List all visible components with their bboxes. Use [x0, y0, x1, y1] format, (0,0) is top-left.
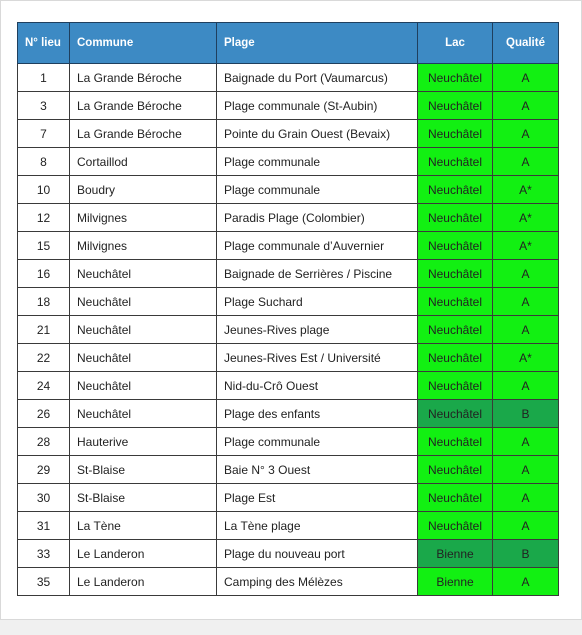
cell-num: 22 [18, 344, 70, 372]
cell-lac: Neuchâtel [418, 512, 493, 540]
cell-commune: St-Blaise [70, 456, 217, 484]
cell-commune: La Grande Béroche [70, 64, 217, 92]
cell-qualite: A [493, 260, 559, 288]
table-row [18, 204, 559, 232]
cell-commune: Neuchâtel [70, 288, 217, 316]
cell-plage: Baignade du Port (Vaumarcus) [217, 64, 418, 92]
cell-lac: Bienne [418, 568, 493, 596]
cell-qualite: A [493, 288, 559, 316]
table-row [18, 344, 559, 372]
table-row [18, 148, 559, 176]
cell-qualite: A* [493, 344, 559, 372]
cell-num: 29 [18, 456, 70, 484]
cell-qualite: A [493, 316, 559, 344]
table-body [18, 64, 559, 596]
cell-lac: Neuchâtel [418, 484, 493, 512]
cell-commune: St-Blaise [70, 484, 217, 512]
cell-num: 8 [18, 148, 70, 176]
cell-lac: Neuchâtel [418, 176, 493, 204]
cell-qualite: A [493, 484, 559, 512]
cell-plage: Baie N° 3 Ouest [217, 456, 418, 484]
table-row [18, 372, 559, 400]
cell-plage: Jeunes-Rives plage [217, 316, 418, 344]
cell-num: 10 [18, 176, 70, 204]
header-commune: Commune [70, 23, 217, 64]
cell-plage: Plage Est [217, 484, 418, 512]
cell-qualite: A [493, 428, 559, 456]
cell-plage: Jeunes-Rives Est / Université [217, 344, 418, 372]
cell-num: 16 [18, 260, 70, 288]
cell-num: 26 [18, 400, 70, 428]
cell-lac: Neuchâtel [418, 232, 493, 260]
cell-commune: Cortaillod [70, 148, 217, 176]
cell-lac: Neuchâtel [418, 64, 493, 92]
table-row [18, 176, 559, 204]
cell-plage: Baignade de Serrières / Piscine [217, 260, 418, 288]
cell-num: 7 [18, 120, 70, 148]
table-row [18, 260, 559, 288]
cell-plage: Plage communale d’Auvernier [217, 232, 418, 260]
cell-plage: Paradis Plage (Colombier) [217, 204, 418, 232]
table-row [18, 568, 559, 596]
cell-lac: Neuchâtel [418, 372, 493, 400]
cell-qualite: A [493, 372, 559, 400]
table-row [18, 64, 559, 92]
cell-commune: La Grande Béroche [70, 120, 217, 148]
cell-qualite: A [493, 568, 559, 596]
cell-plage: Plage du nouveau port [217, 540, 418, 568]
cell-lac: Neuchâtel [418, 288, 493, 316]
cell-num: 30 [18, 484, 70, 512]
cell-lac: Neuchâtel [418, 148, 493, 176]
cell-qualite: B [493, 400, 559, 428]
cell-commune: Hauterive [70, 428, 217, 456]
cell-plage: Camping des Mélèzes [217, 568, 418, 596]
cell-lac: Neuchâtel [418, 344, 493, 372]
cell-lac: Neuchâtel [418, 400, 493, 428]
cell-commune: Neuchâtel [70, 316, 217, 344]
table-header-row [18, 23, 559, 64]
table-row [18, 512, 559, 540]
cell-commune: Boudry [70, 176, 217, 204]
cell-qualite: A [493, 64, 559, 92]
cell-num: 1 [18, 64, 70, 92]
table-row [18, 92, 559, 120]
cell-plage: Nid-du-Crô Ouest [217, 372, 418, 400]
cell-commune: Milvignes [70, 232, 217, 260]
cell-plage: La Tène plage [217, 512, 418, 540]
cell-lac: Neuchâtel [418, 456, 493, 484]
table-row [18, 484, 559, 512]
cell-plage: Plage communale [217, 148, 418, 176]
cell-qualite: B [493, 540, 559, 568]
beach-quality-table [17, 22, 559, 596]
cell-num: 18 [18, 288, 70, 316]
cell-plage: Plage communale [217, 176, 418, 204]
cell-plage: Plage Suchard [217, 288, 418, 316]
cell-commune: Neuchâtel [70, 260, 217, 288]
cell-num: 31 [18, 512, 70, 540]
cell-lac: Bienne [418, 540, 493, 568]
table-row [18, 288, 559, 316]
cell-num: 35 [18, 568, 70, 596]
header-plage: Plage [217, 23, 418, 64]
cell-qualite: A* [493, 176, 559, 204]
table-row [18, 400, 559, 428]
cell-commune: Neuchâtel [70, 372, 217, 400]
cell-plage: Plage des enfants [217, 400, 418, 428]
cell-qualite: A* [493, 232, 559, 260]
cell-qualite: A [493, 512, 559, 540]
table-row [18, 316, 559, 344]
cell-commune: Neuchâtel [70, 400, 217, 428]
table-row [18, 540, 559, 568]
cell-plage: Pointe du Grain Ouest (Bevaix) [217, 120, 418, 148]
cell-plage: Plage communale (St-Aubin) [217, 92, 418, 120]
cell-lac: Neuchâtel [418, 260, 493, 288]
cell-commune: Milvignes [70, 204, 217, 232]
cell-commune: La Grande Béroche [70, 92, 217, 120]
cell-num: 33 [18, 540, 70, 568]
cell-qualite: A [493, 120, 559, 148]
cell-num: 28 [18, 428, 70, 456]
cell-num: 24 [18, 372, 70, 400]
cell-plage: Plage communale [217, 428, 418, 456]
cell-num: 15 [18, 232, 70, 260]
cell-lac: Neuchâtel [418, 120, 493, 148]
page-footer-strip [0, 620, 582, 635]
table-row [18, 232, 559, 260]
cell-commune: Le Landeron [70, 568, 217, 596]
header-qualite: Qualité [493, 23, 559, 64]
header-lac: Lac [418, 23, 493, 64]
table-row [18, 120, 559, 148]
cell-qualite: A* [493, 204, 559, 232]
cell-commune: Le Landeron [70, 540, 217, 568]
header-num: N° lieu [18, 23, 70, 64]
cell-commune: La Tène [70, 512, 217, 540]
cell-num: 21 [18, 316, 70, 344]
cell-num: 12 [18, 204, 70, 232]
cell-commune: Neuchâtel [70, 344, 217, 372]
cell-lac: Neuchâtel [418, 92, 493, 120]
cell-qualite: A [493, 148, 559, 176]
table-row [18, 456, 559, 484]
cell-num: 3 [18, 92, 70, 120]
cell-lac: Neuchâtel [418, 316, 493, 344]
table-row [18, 428, 559, 456]
cell-lac: Neuchâtel [418, 204, 493, 232]
cell-qualite: A [493, 92, 559, 120]
cell-lac: Neuchâtel [418, 428, 493, 456]
cell-qualite: A [493, 456, 559, 484]
